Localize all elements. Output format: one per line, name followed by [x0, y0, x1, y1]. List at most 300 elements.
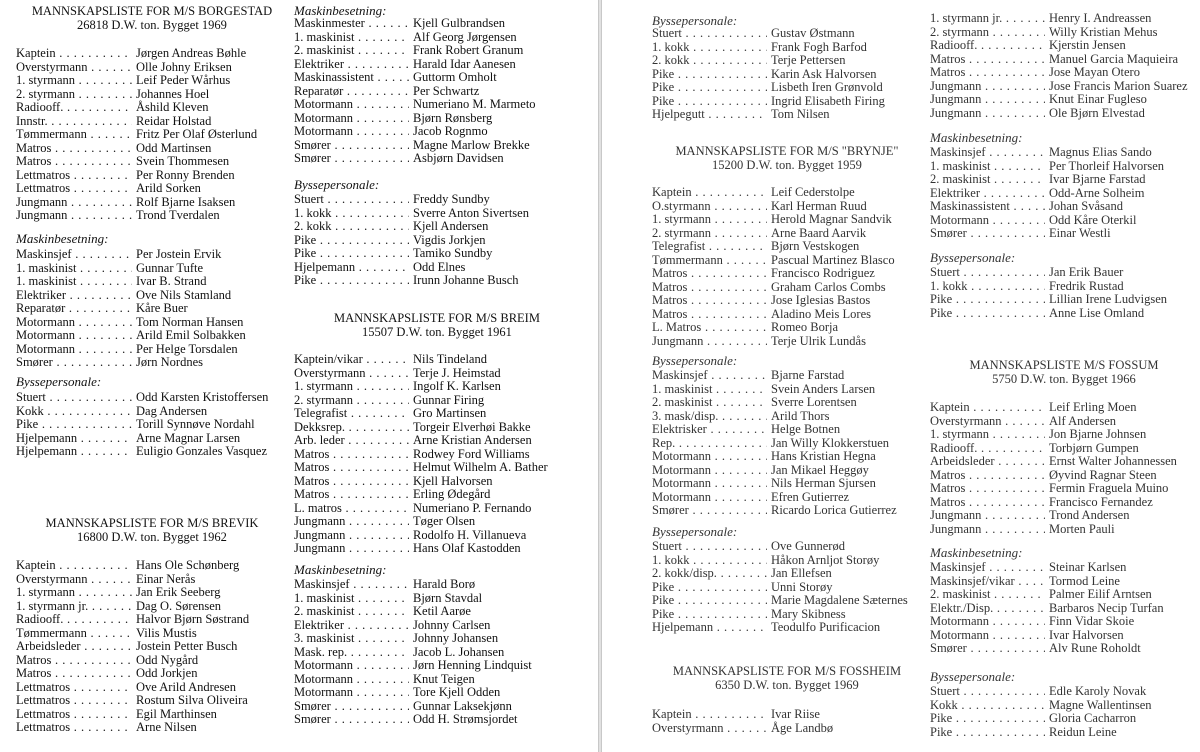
crew-role: 1. styrmann . . . — [16, 74, 132, 88]
section-heading: Byssepersonale: — [652, 524, 738, 539]
crew-role: Tømmermann . . . — [652, 254, 767, 268]
crew-role: Smører . . . — [930, 227, 1045, 241]
crew-name: Ole Bjørn Elvestad — [1049, 105, 1145, 120]
crew-row — [930, 561, 1198, 575]
crew-row — [294, 274, 580, 288]
crew-list — [930, 685, 1198, 739]
crew-role: Jungmann . . . — [294, 542, 409, 556]
crew-role: Tømmermann . . . — [16, 128, 132, 142]
crew-role: 2. kokk/disp. . . . — [652, 567, 767, 581]
crew-row — [294, 475, 580, 489]
crew-row — [652, 594, 922, 608]
crew-list — [16, 47, 288, 223]
crew-name: Ivar Bjarne Farstad — [1049, 172, 1146, 186]
crew-name: Knut Einar Fugleso — [1049, 92, 1147, 106]
crew-row — [16, 115, 288, 129]
crew-name: Marie Magdalene Sæternes — [771, 593, 908, 607]
crew-name: Francisco Fernandez — [1049, 494, 1153, 509]
crew-row — [294, 659, 580, 673]
crew-role: Maskinsjef . . . — [652, 369, 767, 383]
crew-name: Tore Kjell Odden — [413, 685, 501, 699]
crew-row — [294, 31, 580, 45]
crew-name: Jacob L. Johansen — [413, 644, 505, 659]
crew-name: Trond Andersen — [1049, 508, 1130, 522]
crew-role: Jungmann . . . — [930, 523, 1045, 537]
crew-name: Alv Rune Roholdt — [1049, 641, 1141, 655]
crew-row — [16, 445, 288, 459]
crew-name: Jørn Henning Lindquist — [413, 658, 532, 672]
crew-row — [652, 491, 922, 505]
crew-role: Matros . . . — [294, 475, 409, 489]
crew-name: Jan Ellefsen — [771, 566, 832, 580]
crew-role: 1. maskinist . . . — [294, 31, 409, 45]
crew-name: Terje Ulrik Lundås — [771, 333, 866, 348]
crew-list — [294, 353, 580, 556]
crew-role: Hjelpegutt . . . — [652, 108, 767, 122]
crew-role: Telegrafist . . . — [294, 407, 409, 421]
crew-name: Freddy Sundby — [413, 192, 490, 206]
crew-row — [16, 356, 288, 370]
crew-role: L. Matros . . . — [652, 321, 767, 335]
crew-name: Gunnar Laksekjønn — [413, 698, 512, 713]
crew-role: Matros . . . — [930, 482, 1045, 496]
crew-name: Guttorm Omholt — [413, 70, 497, 84]
ship-title — [294, 311, 580, 339]
crew-role: Matros . . . — [652, 267, 767, 281]
crew-role: Motormann . . . — [294, 686, 409, 700]
crew-row — [294, 619, 580, 633]
crew-role: Matros . . . — [16, 654, 132, 668]
crew-row — [930, 509, 1198, 523]
crew-role: 1. styrmann . . . — [652, 213, 767, 227]
crew-name: Leif Erling Moen — [1049, 400, 1137, 414]
crew-row — [16, 600, 288, 614]
crew-row — [930, 699, 1198, 713]
crew-name: Hans Ole Schønberg — [136, 558, 240, 572]
crew-name: Hans Olaf Kastodden — [413, 541, 521, 555]
crew-row — [930, 107, 1198, 121]
section-heading: Maskinbesetning: — [294, 562, 387, 577]
crew-role: Pike . . . — [294, 247, 409, 261]
crew-row — [652, 27, 922, 41]
crew-name: Irunn Johanne Busch — [413, 273, 519, 287]
section-heading: Maskinbesetning: — [930, 545, 1023, 560]
crew-name: Henry I. Andreassen — [1049, 11, 1152, 25]
crew-row — [652, 294, 922, 308]
crew-role: Jungmann . . . — [294, 515, 409, 529]
crew-row — [16, 316, 288, 330]
crew-row — [652, 308, 922, 322]
crew-name: Nils Herman Sjursen — [771, 476, 876, 490]
crew-name: Ove Arild Andresen — [136, 679, 236, 694]
crew-row — [652, 708, 922, 722]
crew-name: Odd Martinsen — [136, 140, 212, 155]
crew-row — [294, 71, 580, 85]
crew-role: Pike . . . — [16, 418, 132, 432]
crew-row — [652, 68, 922, 82]
crew-name: Jose Iglesias Bastos — [771, 293, 871, 307]
crew-role: Kokk . . . — [930, 699, 1045, 713]
crew-role: Arbeidsleder . . . — [930, 455, 1045, 469]
crew-name: Rostum Silva Oliveira — [136, 693, 248, 707]
crew-role: Smører . . . — [16, 356, 132, 370]
crew-name: Johnny Carlsen — [413, 617, 491, 632]
crew-name: Johnny Johansen — [413, 631, 499, 645]
crew-list — [294, 578, 580, 727]
left-page — [0, 0, 598, 752]
crew-row — [16, 559, 288, 573]
ship-title-line: MANNSKAPSLISTE FOR M/S BREVIK — [45, 516, 259, 530]
crew-role: Smører . . . — [930, 642, 1045, 656]
crew-role: Telegrafist . . . — [652, 240, 767, 254]
crew-name: Karl Herman Ruud — [771, 198, 867, 213]
crew-row — [652, 581, 922, 595]
crew-row — [16, 262, 288, 276]
crew-row — [930, 200, 1198, 214]
crew-role: Radiooff. . . . — [930, 442, 1045, 456]
crew-row — [652, 186, 922, 200]
crew-name: Jan Erik Bauer — [1049, 265, 1124, 279]
crew-role: Motormann . . . — [16, 329, 132, 343]
crew-row — [294, 713, 580, 727]
crew-name: Dag O. Sørensen — [136, 598, 222, 613]
crew-row — [930, 482, 1198, 496]
crew-row — [930, 26, 1198, 40]
crew-row — [294, 542, 580, 556]
crew-row — [294, 367, 580, 381]
crew-name: Tormod Leine — [1049, 573, 1120, 588]
crew-name: Per Ronny Brenden — [136, 167, 235, 182]
crew-list — [930, 401, 1198, 536]
crew-role: Kaptein . . . — [16, 559, 132, 573]
section-heading: Byssepersonale: — [294, 177, 380, 192]
crew-name: Vilis Mustis — [136, 625, 197, 640]
crew-role: Stuert . . . — [652, 540, 767, 554]
crew-name: Jan Willy Klokkerstuen — [771, 435, 889, 450]
crew-list — [16, 559, 288, 735]
crew-name: Einar Westli — [1049, 226, 1111, 240]
crew-role: Lettmatros . . . — [16, 694, 132, 708]
crew-role: 1. maskinist . . . — [16, 262, 132, 276]
crew-name: Numeriano M. Marmeto — [413, 97, 536, 111]
crew-name: Terje Pettersen — [771, 53, 846, 67]
crew-name: Efren Gutierrez — [771, 489, 850, 504]
crew-name: Jan Erik Seeberg — [136, 585, 221, 599]
crew-role: Hjelpemann . . . — [652, 621, 767, 635]
crew-role: Hjelpemann . . . — [16, 432, 132, 446]
crew-role: 1. styrmann . . . — [16, 586, 132, 600]
crew-row — [294, 700, 580, 714]
crew-name: Leif Cederstolpe — [771, 185, 855, 199]
crew-row — [652, 540, 922, 554]
crew-row — [930, 496, 1198, 510]
crew-list — [930, 561, 1198, 656]
crew-row — [294, 592, 580, 606]
crew-row — [294, 578, 580, 592]
crew-role: Innstr. . . . — [16, 115, 132, 129]
section-heading: Byssepersonale: — [16, 374, 102, 389]
crew-role: Motormann . . . — [652, 477, 767, 491]
crew-name: Tom Nilsen — [771, 107, 830, 121]
crew-row — [652, 608, 922, 622]
crew-name: Arne Kristian Andersen — [413, 433, 532, 447]
crew-list — [652, 27, 922, 122]
crew-role: Maskinmester . . . — [294, 17, 409, 31]
crew-name: Numeriano P. Fernando — [413, 500, 532, 515]
crew-row — [294, 193, 580, 207]
crew-name: Lillian Irene Ludvigsen — [1049, 292, 1168, 306]
crew-role: Stuert . . . — [930, 266, 1045, 280]
crew-name: Fritz Per Olaf Østerlund — [136, 127, 258, 141]
crew-name: Unni Storøy — [771, 579, 833, 594]
crew-name: Egil Marthinsen — [136, 706, 217, 721]
crew-role: Pike . . . — [652, 81, 767, 95]
ship-title — [652, 664, 922, 692]
crew-row — [16, 391, 288, 405]
crew-role: L. matros . . . — [294, 502, 409, 516]
crew-row — [930, 442, 1198, 456]
crew-name: Arne Baard Aarvik — [771, 225, 867, 240]
crew-name: Kjell Halvorsen — [413, 473, 493, 488]
crew-name: Jostein Petter Busch — [136, 639, 238, 653]
crew-row — [294, 515, 580, 529]
crew-row — [930, 523, 1198, 537]
crew-name: Olle Johny Eriksen — [136, 59, 232, 74]
crew-row — [930, 214, 1198, 228]
crew-name: Ketil Aarøe — [413, 604, 471, 618]
crew-list — [16, 391, 288, 459]
crew-role: Pike . . . — [652, 68, 767, 82]
crew-role: Elektr./Disp. . . . — [930, 602, 1045, 616]
crew-row — [930, 712, 1198, 726]
crew-row — [294, 234, 580, 248]
crew-name: Teodulfo Purificacion — [771, 620, 881, 634]
crew-name: Frank Robert Granum — [413, 43, 524, 57]
crew-role: Smører . . . — [294, 139, 409, 153]
crew-role: Matros . . . — [294, 461, 409, 475]
crew-list — [930, 146, 1198, 241]
crew-row — [16, 47, 288, 61]
crew-row — [16, 694, 288, 708]
crew-name: Sverre Lorentsen — [771, 395, 857, 409]
crew-name: Hans Kristian Hegna — [771, 449, 876, 463]
crew-name: Alf Georg Jørgensen — [413, 29, 517, 44]
crew-name: Per Helge Torsdalen — [136, 341, 238, 356]
crew-row — [652, 410, 922, 424]
crew-row — [652, 369, 922, 383]
crew-name: Arild Emil Solbakken — [136, 328, 246, 342]
crew-name: Fredrik Rustad — [1049, 278, 1124, 293]
crew-role: Matros . . . — [930, 469, 1045, 483]
crew-role: Arbeidsleder . . . — [16, 640, 132, 654]
crew-role: 2. styrmann . . . — [652, 227, 767, 241]
crew-row — [294, 112, 580, 126]
crew-row — [652, 321, 922, 335]
crew-name: Odd Nygård — [136, 652, 199, 667]
crew-name: Arne Magnar Larsen — [136, 430, 241, 445]
crew-row — [294, 502, 580, 516]
crew-name: Svein Thommesen — [136, 154, 230, 168]
crew-name: Harald Idar Aanesen — [413, 56, 516, 71]
crew-row — [16, 329, 288, 343]
section-heading: Maskinbesetning: — [16, 231, 109, 246]
crew-role: Jungmann . . . — [16, 196, 132, 210]
crew-role: Matros . . . — [930, 66, 1045, 80]
crew-row — [16, 128, 288, 142]
crew-name: Bjørn Rønsberg — [413, 110, 493, 125]
crew-role: Pike . . . — [930, 726, 1045, 740]
crew-role: 1. maskinist . . . — [16, 275, 132, 289]
crew-role: Tømmermann . . . — [16, 627, 132, 641]
crew-list — [16, 248, 288, 370]
crew-row — [16, 708, 288, 722]
crew-row — [930, 39, 1198, 53]
crew-role: Matros . . . — [652, 294, 767, 308]
crew-name: Arild Sorken — [136, 181, 201, 195]
crew-role: Overstyrmann . . . — [16, 61, 132, 75]
crew-row — [652, 240, 922, 254]
crew-row — [294, 152, 580, 166]
crew-name: Barbaros Necip Turfan — [1049, 600, 1164, 615]
crew-name: Willy Kristian Mehus — [1049, 24, 1158, 39]
crew-role: Lettmatros . . . — [16, 721, 132, 735]
crew-name: Svein Anders Larsen — [771, 381, 876, 396]
crew-role: Motormann . . . — [16, 316, 132, 330]
crew-role: Kaptein . . . — [16, 47, 132, 61]
crew-row — [16, 88, 288, 102]
crew-name: Øyvind Ragnar Steen — [1049, 467, 1157, 482]
crew-row — [930, 307, 1198, 321]
crew-name: Ricardo Lorica Gutierrez — [771, 503, 897, 517]
crew-name: Rodwey Ford Williams — [413, 446, 530, 461]
crew-role: Pike . . . — [652, 581, 767, 595]
crew-row — [930, 685, 1198, 699]
crew-name: Nils Tindeland — [413, 352, 487, 366]
crew-role: Stuert . . . — [16, 391, 132, 405]
crew-role: 2. maskinist . . . — [930, 588, 1045, 602]
crew-row — [930, 428, 1198, 442]
crew-name: Magnus Elias Sando — [1049, 145, 1152, 159]
crew-name: Odd Karsten Kristoffersen — [136, 390, 269, 404]
crew-name: Helge Botnen — [771, 422, 841, 436]
crew-role: Jungmann . . . — [294, 529, 409, 543]
crew-name: Asbjørn Davidsen — [413, 151, 504, 165]
crew-name: Ivar Halvorsen — [1049, 627, 1124, 642]
crew-role: 1. styrmann jr. . . . — [930, 12, 1045, 26]
crew-name: Åshild Kleven — [136, 100, 209, 114]
crew-row — [652, 504, 922, 518]
crew-row — [930, 415, 1198, 429]
crew-row — [16, 432, 288, 446]
crew-row — [294, 407, 580, 421]
crew-role: 1. styrmann . . . — [930, 428, 1045, 442]
crew-role: Hjelpemann . . . — [294, 261, 409, 275]
crew-name: Reidun Leine — [1049, 724, 1117, 739]
crew-row — [652, 437, 922, 451]
ship-title-line: MANNSKAPSLISTE FOR M/S BREIM — [334, 311, 540, 325]
crew-role: Matros . . . — [930, 53, 1045, 67]
crew-role: 2. styrmann . . . — [294, 394, 409, 408]
crew-role: Radiooff. . . . — [16, 613, 132, 627]
crew-role: Motormann . . . — [294, 98, 409, 112]
crew-name: Alf Andersen — [1049, 413, 1116, 428]
crew-row — [930, 146, 1198, 160]
crew-role: 1. maskinist . . . — [652, 383, 767, 397]
crew-row — [294, 646, 580, 660]
crew-role: Smører . . . — [294, 700, 409, 714]
crew-role: Matros . . . — [652, 281, 767, 295]
section-heading: Byssepersonale: — [652, 13, 738, 28]
crew-name: Euligio Gonzales Vasquez — [136, 444, 267, 458]
crew-name: Knut Teigen — [413, 671, 475, 686]
crew-row — [930, 93, 1198, 107]
crew-name: Vigdis Jorkjen — [413, 232, 486, 247]
crew-row — [652, 200, 922, 214]
crew-name: Leif Peder Wårhus — [136, 73, 231, 87]
crew-name: Terje J. Heimstad — [413, 365, 501, 380]
ship-title — [16, 4, 288, 32]
crew-name: Gloria Cacharron — [1049, 711, 1137, 725]
crew-row — [294, 125, 580, 139]
crew-row — [16, 169, 288, 183]
crew-row — [16, 721, 288, 735]
crew-row — [16, 667, 288, 681]
crew-row — [652, 95, 922, 109]
crew-name: Karin Ask Halvorsen — [771, 66, 877, 81]
crew-role: Matros . . . — [652, 308, 767, 322]
crew-role: Matros . . . — [16, 667, 132, 681]
crew-role: Motormann . . . — [652, 464, 767, 478]
crew-row — [652, 254, 922, 268]
crew-role: Jungmann . . . — [652, 335, 767, 349]
crew-row — [16, 61, 288, 75]
crew-role: Matros . . . — [294, 448, 409, 462]
crew-name: Ove Gunnerød — [771, 539, 845, 553]
crew-row — [16, 343, 288, 357]
crew-role: 2. maskinist . . . — [930, 173, 1045, 187]
crew-role: Lettmatros . . . — [16, 182, 132, 196]
crew-name: Bjørn Stavdal — [413, 590, 483, 605]
crew-name: Rodolfo H. Villanueva — [413, 527, 527, 542]
crew-name: Ove Nils Stamland — [136, 287, 232, 302]
crew-role: Lettmatros . . . — [16, 169, 132, 183]
crew-name: Romeo Borja — [771, 320, 839, 334]
crew-row — [652, 450, 922, 464]
crew-role: Elektriker . . . — [930, 187, 1045, 201]
crew-row — [930, 575, 1198, 589]
crew-role: Arb. leder . . . — [294, 434, 409, 448]
crew-role: Motormann . . . — [16, 343, 132, 357]
crew-role: 1. kokk . . . — [930, 280, 1045, 294]
crew-row — [16, 418, 288, 432]
ship-spec-line: 16800 D.W. ton. Bygget 1962 — [77, 530, 227, 544]
crew-role: Pike . . . — [930, 307, 1045, 321]
crew-role: Kaptein . . . — [652, 186, 767, 200]
crew-name: Jose Francis Marion Suarez — [1049, 78, 1188, 93]
crew-role: Radiooff. . . . — [16, 101, 132, 115]
crew-name: Pascual Martinez Blasco — [771, 252, 895, 267]
crew-role: Stuert . . . — [930, 685, 1045, 699]
crew-role: Pike . . . — [652, 95, 767, 109]
crew-role: 2. maskinist . . . — [652, 396, 767, 410]
crew-row — [294, 434, 580, 448]
crew-role: Jungmann . . . — [16, 209, 132, 223]
crew-name: Ingolf K. Karlsen — [413, 379, 501, 393]
crew-name: Sverre Anton Sivertsen — [413, 205, 529, 220]
crew-name: Helmut Wilhelm A. Bather — [413, 460, 548, 474]
crew-name: Dag Andersen — [136, 403, 208, 418]
crew-row — [16, 182, 288, 196]
